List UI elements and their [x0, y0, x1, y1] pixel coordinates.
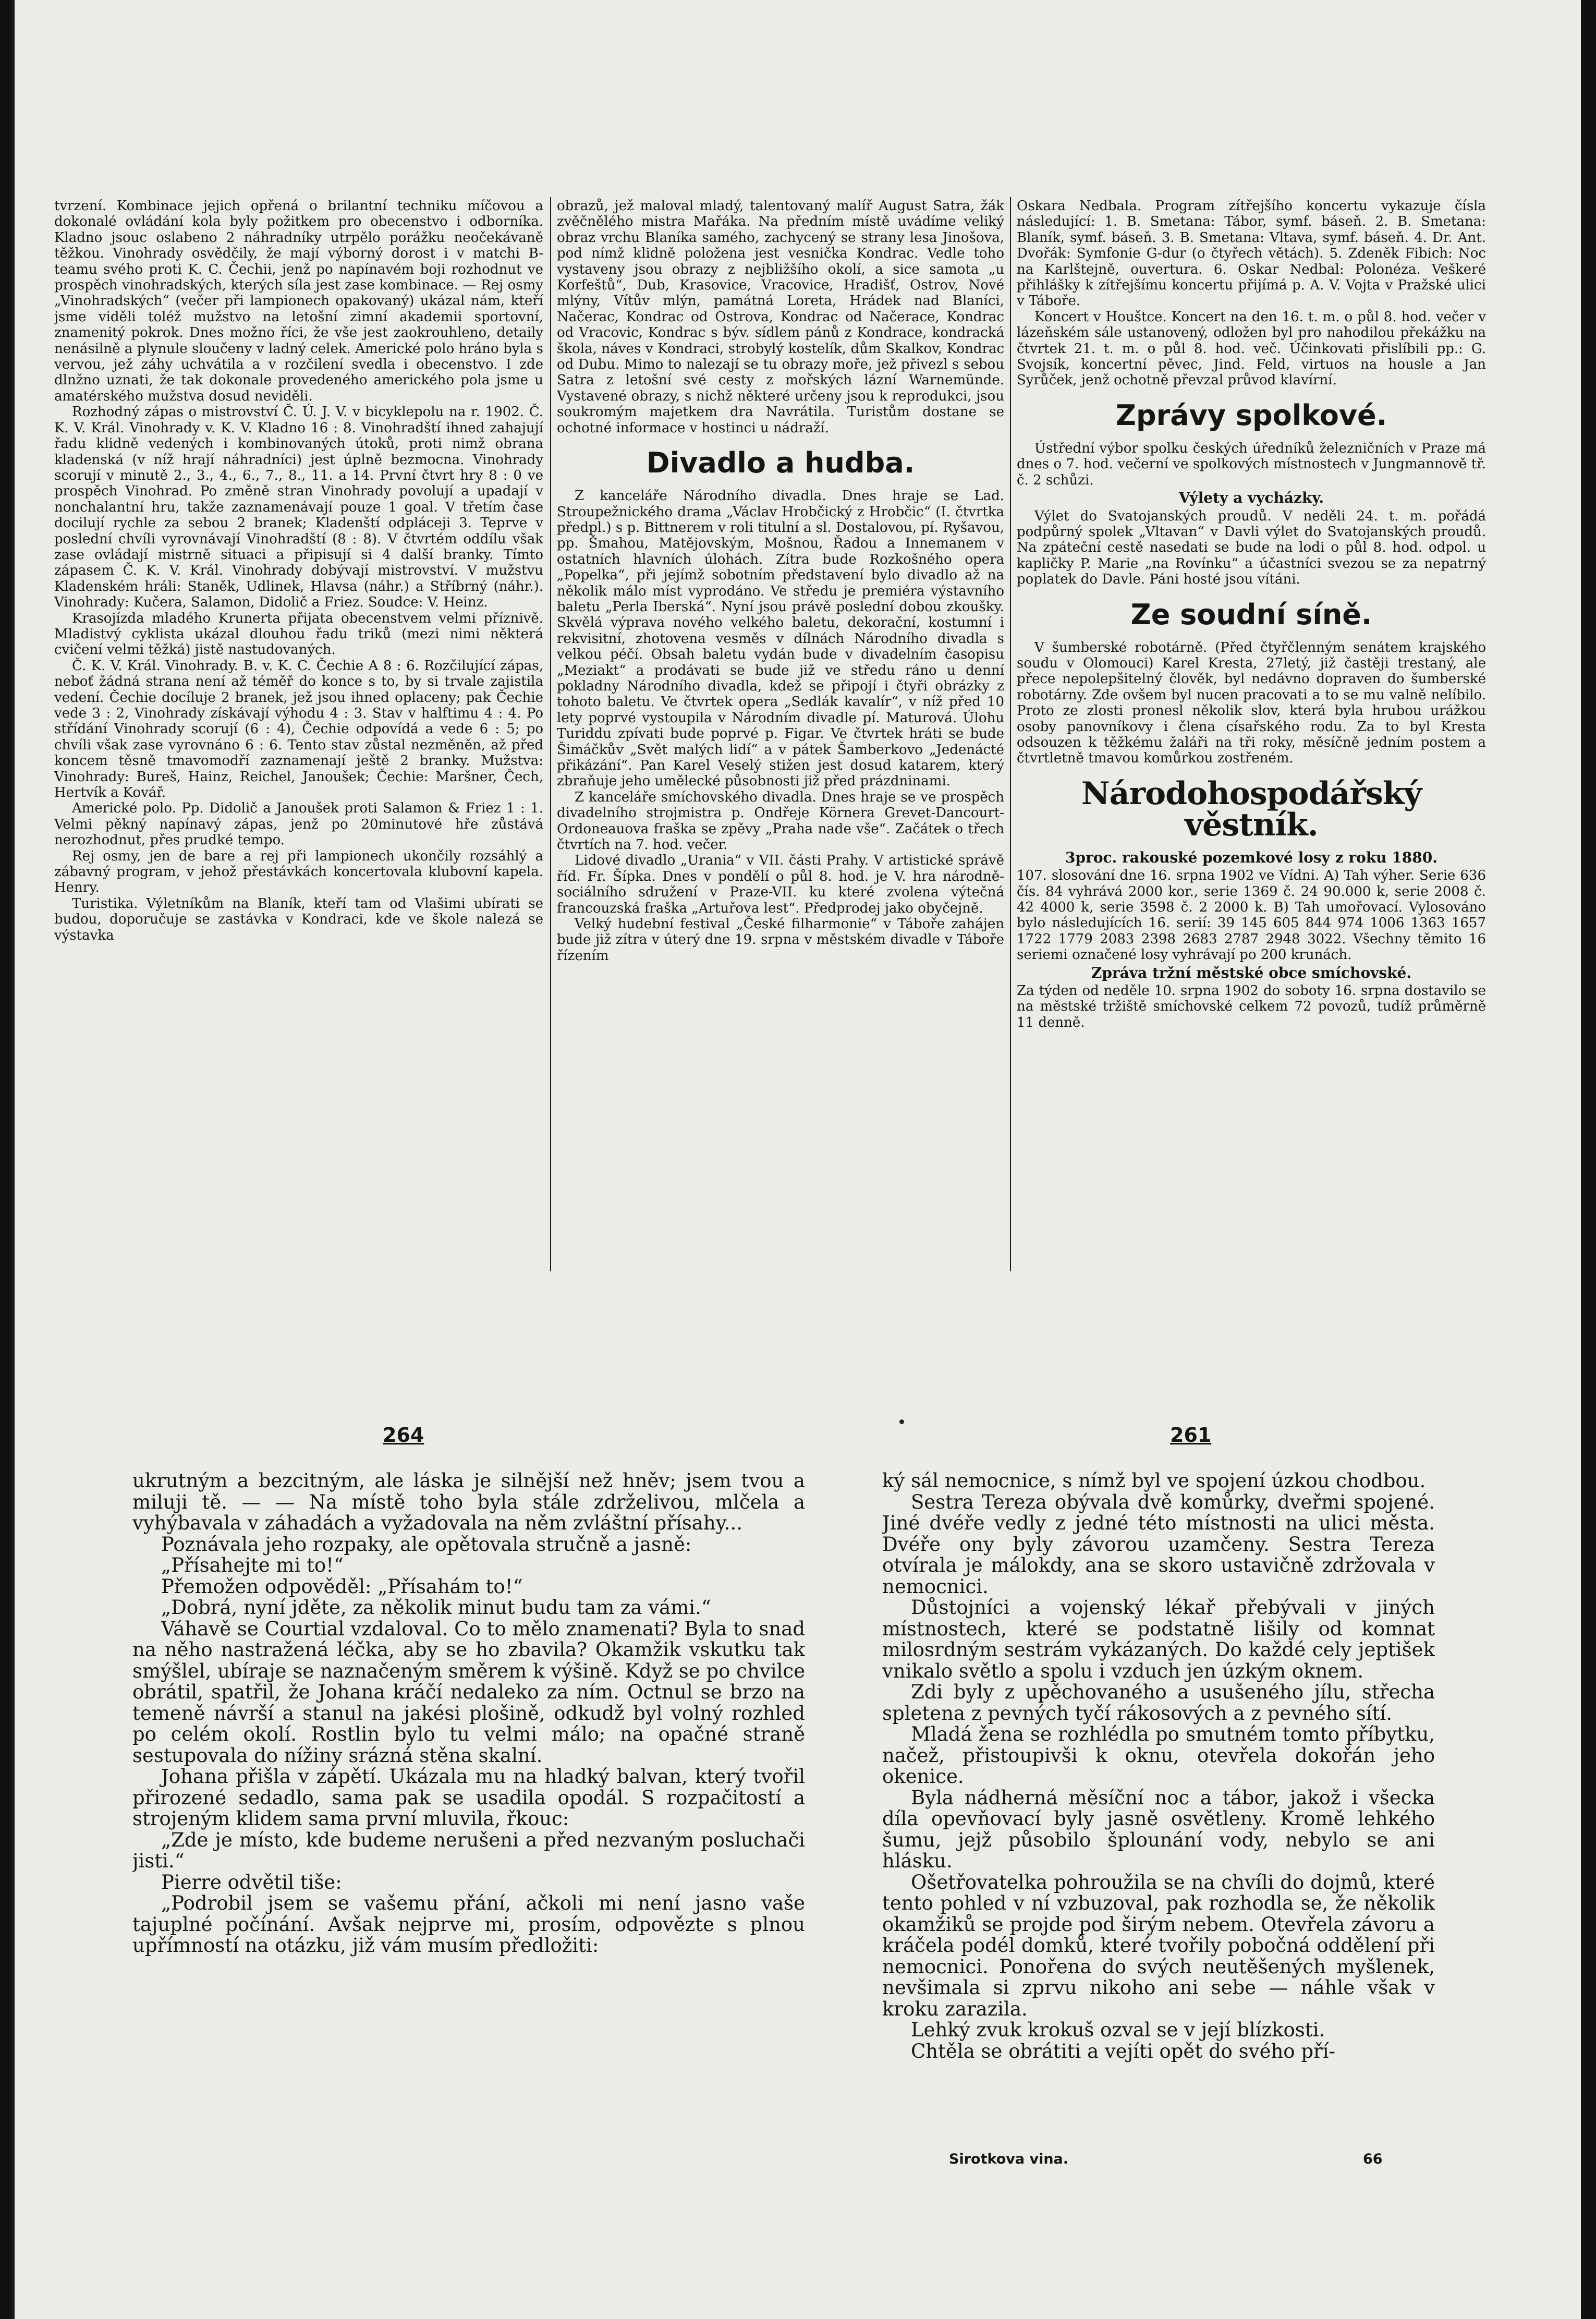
- novel-paragraph: ký sál nemocnice, s nímž byl ve spojení úzkou chodbou.: [882, 1471, 1426, 1492]
- column-rule-2: [1010, 197, 1011, 1271]
- print-mark: [899, 1419, 904, 1424]
- novel-paragraph: „Zde je místo, kde budeme nerušeni a před nezvaným posluchači jisti.“: [132, 1828, 805, 1872]
- col2-paragraph: Z kanceláře smíchovského divadla. Dnes hraje se ve prospěch divadelního strojmistra p. Ondřeje Körnera Grevet-Dancourt-Ordoneauova fraška se zpěvy „Praha nade vše“. Začátek o třech čtvrtích na 7. hod. večer.: [557, 789, 1004, 853]
- column-news: [1017, 198, 1486, 1272]
- section-heading-clubs: Zprávy spolkové.: [1115, 398, 1387, 432]
- novel-paragraph: Poznávala jeho rozpaky, ale opětovala stručně a jasně:: [161, 1533, 692, 1556]
- col1-paragraph: Rej osmy, jen de bare a rej při lampionech ukončily rozsáhlý a zábavný program, v jehož přestávkách koncertovala klubovní kapela. Henry.: [54, 848, 543, 896]
- novel-paragraph: ukrutným a bezcitným, ale láska je silnější než hněv; jsem tvou a miluji tě. — — Na místě toho byla stále zdrželivou, mlčela a vyhýbavala v záhadách a vyžadovala na něm zvláštní přísahy...: [132, 1471, 805, 1534]
- col1-paragraph: Krasojízda mladého Krunerta přijata obecenstvem velmi příznivě. Mladistvý cyklista ukázal dlouhou řadu triků (mezi nimi některá cvičení velmi těžká) jistě nastudovaných.: [54, 610, 543, 658]
- novel-paragraph: Chtěla se obrátiti a vejíti opět do svého pří-: [911, 2039, 1336, 2062]
- novel-paragraph: Důstojníci a vojenský lékař přebývali v jiných místnostech, které se podstatně lišily od komnat milosrdným sestrám vykázaných. Do každé cely jeptišek vnikalo světlo a spolu i vzduch jen úzkým oknem.: [882, 1596, 1435, 1682]
- novel-paragraph: Johana přišla v zápětí. Ukázala mu na hladký balvan, který tvořil přirozené sedadlo, sama pak se usadila opodál. S rozpačitostí a strojeným klidem sama první mluvila, řkouc:: [132, 1765, 805, 1830]
- novel-paragraph: „Podrobil jsem se vašemu přání, ačkoli mi není jasno vaše tajuplné počínání. Avšak nejprve mi, prosím, odpovězte s plnou upřímností na otázku, již vám musím předložiti:: [132, 1892, 805, 1957]
- novel-paragraph: Lehký zvuk krokuš ozval se v její blízkosti.: [911, 2019, 1325, 2041]
- col2-paragraph: Z kanceláře Národního divadla. Dnes hraje se Lad. Stroupežnického drama „Václav Hrobčický z Hrobčic“ (I. čtvrtka předpl.) s p. Bittnerem v roli titulní a sl. Dostalovou, pí. Ryšavou, pp. Šmahou, Matějovským, Mošnou, Řadou a Innemanem v ostatních hlavních úlohách. Zítra bude Rozkošného opera „Popelka“, při jejímž sobotním představení bylo divadlo až na několik málo míst vyprodáno. Ve středu je premiéra výstavního baletu „Perla Iberská“. Nyní jsou právě poslední dobou zkoušky. Skvělá výprava nového velkého baletu, dekorační, kostumní i rekvisitní, zhotovena vesměs v dílnách Národního divadla s velkou péčí. Obsah baletu vydán bude v divadelním časopisu „Meziakt“ a prodávati se bude již ve středu ráno u denní pokladny Národního divadla, kdež se připojí i čtyři obrázky z tohoto baletu. Ve čtvrtek opera „Sedlák kavalír“, v níž před 10 lety poprvé vystoupila v Národním divadle pí. Maturová. Úlohu Turiddu zpívati bude poprvé p. Figar. Ve čtvrtek hráti se bude Šimáčkův „Svět malých lidí“ a v pátek Šamberkovo „Jedenácté přikázání“. Pan Karel Veselý stižen jest dosud katarem, který zbraňuje jeho umělecké působnosti již před prázdninami.: [557, 488, 1004, 790]
- col2-paragraph: Lidové divadlo „Urania“ v VII. části Prahy. V artistické správě říd. Fr. Šípka. Dnes v pondělí o půl 8. hod. je V. hra národně-sociálního sdružení v Praze-VII. ku které zvolena výtečná francouzská fraška „Artuřova lest“. Předprodej jako obyčejně.: [557, 853, 1004, 916]
- novel-paragraph: Váhavě se Courtial vzdaloval. Co to mělo znamenati? Byla to snad na něho nastražená léčka, aby se ho zbavila? Okamžik vskutku tak smýšlel, ubíraje se naznačeným směrem k výšině. Když se po chvilce obrátil, spatřil, že Johana kráčí nedaleko za ním. Octnul se brzo na temeně návrší a stanul na jakési plošině, odkudž byl volný rozhled po celém okolí. Rostlin bylo tu velmi málo; na opačné straně sestupovala do nížiny srázná stěna skalní.: [132, 1617, 805, 1767]
- col3-paragraph: V šumberské robotárně. (Před čtyřčlenným senátem krajského soudu v Olomouci) Karel Kresta, 27letý, již častěji trestaný, ale přece nepolepšitelný člověk, byl nedávno dopraven do šumberské robotárny. Zde ovšem byl nucen pracovati a to se mu valně nelíbilo. Proto ze zlosti pronesl několik slov, která byla hrubou urážkou osoby panovníkovy i člena císařského rodu. Za to byl Kresta odsouzen k těžkému žaláři na tři roky, měsíčně jedním postem a čtvrtletně tmavou komůrkou zostřeném.: [1017, 639, 1486, 767]
- col3-paragraph: Ústřední výbor spolku českých úředníků železničních v Praze má dnes o 7. hod. večerní ve spolkových místnostech v Jungmannově tř. č. 2 schůzi.: [1017, 440, 1486, 488]
- subheading-market: Zpráva tržní městské obce smíchovské.: [1091, 964, 1412, 981]
- novel-paragraph: „Dobrá, nyní jděte, za několik minut budu tam za vámi.“: [161, 1596, 711, 1619]
- novel-paragraph: Přemožen odpověděl: „Přísahám to!“: [161, 1575, 523, 1598]
- page-number-left: 264: [383, 1424, 424, 1447]
- left-border-rule: [11, 0, 15, 2319]
- subheading-trips: Výlety a vycházky.: [1178, 489, 1324, 507]
- col3-paragraph: 107. slosování dne 16. srpna 1902 ve Vídni. A) Tah výher. Serie 636 čís. 84 vyhrává 2000 kor., serie 1369 č. 24 90.000 k, serie 2008 č. 42 4000 k, serie 3598 č. 2 2000 k. B) Tah umořovací. Vylosováno bylo následujících 16. serií: 39 145 605 844 974 1006 1363 1657 1722 1779 2083 2398 2683 2787 2948 3022. Všechny těmito 16 seriemi označené losy vyhrávají po 200 krunách.: [1017, 868, 1486, 963]
- novel-paragraph: „Přísahejte mi to!“: [161, 1554, 344, 1576]
- section-heading-court: Ze soudní síně.: [1130, 598, 1372, 631]
- col1-paragraph: Č. K. V. Král. Vinohrady. B. v. K. C. Čechie A 8 : 6. Rozčilující zápas, neboť žádná strana není až téměř do konce s to, by si trvale zajistila vedení. Čechie docíluje 2 branek, jež jsou ihned oplaceny; pak Čechie vede 3 : 2, Vinohrady získávají výhodu 4 : 3. Stav v halftimu 4 : 4. Po střídání Vinohrady scorují (6 : 4), Čechie odpovídá a vede 6 : 5; po chvíli však zase vyrovnáno 6 : 6. Tento stav zůstal nezměněn, až před koncem těsně tmavomodří zaznamenají ještě 2 branky. Mužstva: Vinohrady: Bureš, Hainz, Reichel, Janoušek; Čechie: Maršner, Čech, Hertvík a Kovář.: [54, 658, 543, 801]
- section-heading-economy: Národohospodářský věstník.: [1081, 775, 1422, 843]
- col1-paragraph: Rozhodný zápas o mistrovství Č. Ú. J. V. v bicyklepolu na r. 1902. Č. K. V. Král. Vinohrady v. K. V. Kladno 16 : 8. Vinohradští ihned zahajují řadu klidně vedených i kombinovaných útoků, proti nimž obrana kladenská (v níž hrají náhradníci) jest úplně bezmocna. Vinohrady scorují v minutě 2., 3., 4., 6., 7., 8., 11. a 14. První čtvrt hry 8 : 0 ve prospěch Vinohrad. Po změně stran Vinohrady povolují a upadají v nonchalantní hru, takže zaznamenávají pouze 1 goal. V třetím čase docilují rychle za sebou 2 branek; Kladenští odpláceji 3. Teprve v poslední chvíli vyrovnávají Vinohradští (8 : 8). V čtvrtém oddílu však zase ovládají mistrně situaci a připisují si 4 další branky. Tímto zápasem Č. K. V. Král. Vinohrady dobývají mistrovství. V mužstvu Kladenském hráli: Staněk, Udlinek, Hlavsa (náhr.) a Stříbrný (náhr.). Vinohrady: Kučera, Salamon, Didolič a Friez. Soudce: V. Heinz.: [54, 404, 543, 611]
- section-heading-theatre: Divadlo a hudba.: [646, 446, 915, 480]
- col2-paragraph: obrazů, jež maloval mladý, talentovaný malíř August Satra, žák zvěčnělého mistra Mařáka. Na předním místě uvádíme veliký obraz vrchu Blaníka samého, zachycený se strany lesa Jinošova, pod nímž klidně položena jest vesnička Kondrac. Vedle toho vystaveny jsou obrazy z nejbližšího okolí, a sice samota „u Korfeštů“, Dub, Krasovice, Vracovice, Hradišť, Ostrov, Nové mlýny, Vítův mlýn, památná Loreta, Hrádek nad Blaníci, Načerac, Kondrac od Ostrova, Kondrac od Načerace, Kondrac od Vracovic, Kondrac s býv. sídlem pánů z Kondrace, kondracká škola, náves v Kondraci, strobylý kostelík, dům Skalkov, Kondrac od Dubu. Mimo to nalezají se tu obrazy moře, jež přivezl s sebou Satra z letošní své cesty z mořských lázní Warnemünde. Vystavené obrazy, s nichž některé určeny jsou k reprodukci, jsou soukromým majetkem dra Navrátila. Turistům dostane se ochotné informace v hostinci u nádraží.: [557, 198, 1004, 436]
- col1-paragraph: Americké polo. Pp. Didolič a Janoušek proti Salamon & Friez 1 : 1. Velmi pěkný napínavý zápas, jenž po 20minutové hře zůstává nerozhodnut, přes prudké tempo.: [54, 800, 543, 848]
- col3-paragraph: Oskara Nedbala. Program zítřejšího koncertu vykazuje čísla následující: 1. B. Smetana: Tábor, symf. báseň. 2. B. Smetana: Blaník, symf. báseň. 3. B. Smetana: Vltava, symf. báseň. 4. Dr. Ant. Dvořák: Symfonie G-dur (o čtyřech větách). 5. Zdeněk Fibich: Noc na Karlštejně, ouvertura. 6. Oskar Nedbal: Polonéza. Veškeré přihlášky k zítřejšímu koncertu přijímá p. A. V. Vojta v Pražské ulici v Táboře.: [1017, 198, 1486, 309]
- novel-paragraph: Mladá žena se rozhlédla po smutném tomto příbytku, načež, přistoupivši k oknu, otevřela dokořán jeho okenice.: [882, 1723, 1435, 1788]
- footer-title: Sirotkova vina.: [949, 2151, 1069, 2167]
- subheading-lottery: 3proc. rakouské pozemkové losy z roku 1880.: [1065, 848, 1437, 866]
- column-theatre: [557, 198, 1004, 1272]
- col3-paragraph: Výlet do Svatojanských proudů. V neděli 24. t. m. pořádá podpůrný spolek „Vltavan“ v Davli výlet do Svatojanských proudů. Na zpáteční cestě nasedati se bude na lodi o půl 8. hod. odpol. u kapličky P. Marie „na Rovínku“ a účastníci svezou se za nepatrný poplatek do Davle. Páni hosté jsou vítáni.: [1017, 508, 1486, 588]
- col2-paragraph: Velký hudební festival „České filharmonie“ v Táboře zahájen bude již zítra v úterý dne 19. srpna v městském divadle v Táboře řízením: [557, 916, 1004, 964]
- novel-paragraph: Zdi byly z upěchovaného a usušeného jílu, střecha spletena z pevných tyčí rákosových a z pevného sítí.: [882, 1681, 1435, 1725]
- novel-paragraph: Pierre odvětil tiše:: [161, 1871, 342, 1893]
- col3-paragraph: Za týden od neděle 10. srpna 1902 do soboty 16. srpna dostavilo se na městské tržiště smíchovské celkem 72 povozů, tudíž průměrně 11 denně.: [1017, 983, 1486, 1030]
- novel-paragraph: Sestra Tereza obývala dvě komůrky, dveřmi spojené. Jiné dvéře vedly z jedné této místnosti na ulici města. Dvéře ony byly závorou uzamčeny. Sestra Tereza otvírala je málokdy, ana se skoro ustavičně zdržovala v nemocnici.: [882, 1490, 1435, 1598]
- col1-paragraph: Turistika. Výletníkům na Blaník, kteří tam od Vlašimi ubírati se budou, doporučuje se zastávka v Kondraci, kde ve škole nalezá se výstavka: [54, 895, 543, 943]
- novel-page-left: [132, 1471, 805, 2169]
- novel-paragraph: Ošetřovatelka pohroužila se na chvíli do dojmů, které tento pohled v ní vzbuzoval, pak rozhodla se, že několik okamžiků se projde pod širým nebem. Otevřela závoru a kráčela podél domků, které tvořily pobočná oddělení při nemocnici. Ponořena do svých neutěšených myšlenek, nevšimala si zprvu nikoho ani sebe — náhle však v kroku zarazila.: [882, 1871, 1435, 2020]
- newspaper-page: [11, 0, 1581, 2319]
- page-number-right: 261: [1170, 1424, 1212, 1447]
- column-rule-1: [550, 197, 551, 1271]
- column-sports: [54, 198, 543, 1272]
- col3-paragraph: Koncert v Houštce. Koncert na den 16. t. m. o půl 8. hod. večer v lázeňském sále ustanovený, odložen byl pro nahodilou překážku na čtvrtek 21. t. m. o půl 8. hod. več. Účinkovati přislíbili pp.: G. Svojsík, koncertní pěvec, Jind. Feld, virtuos na housle a Jan Syrůček, jenž ochotně převzal průvod klavírní.: [1017, 309, 1486, 388]
- novel-paragraph: Byla nádherná měsíční noc a tábor, jakož i všecka díla opevňovací byly jasně osvětleny. Kromě lehkého šumu, jejž působilo šplounání vody, nebylo se ani hlásku.: [882, 1786, 1435, 1872]
- footer-number: 66: [1363, 2151, 1383, 2167]
- novel-page-right: [882, 1471, 1435, 2148]
- col1-paragraph: tvrzení. Kombinace jejich opřená o brilantní techniku míčovou a dokonalé ovládání kola byly požitkem pro obecenstvo i odborníka. Kladno jsouc oslabeno 2 náhradníky utrpělo porážku neočekávaně těžkou. Vinohrady osvědčily, že mají výborný dorost i v matchi B-teamu svého proti K. C. Čechii, jenž po napínavém boji rozhodnut ve prospěch vinohradských, kterých síla jest zase kombinace. — Rej osmy „Vinohradských“ (večer při lampionech opakovaný) ukázal nám, kteří jsme viděli toléž mužstvo na letošní zimní akademii sportovní, znamenitý pokrok. Dnes možno říci, že vše jest zaokrouhleno, detaily nenásilně a plynule sloučeny v ladný celek. Americké polo hráno byla s vervou, jež záhy uchvátila a v rozčilení svedla i obecenstvo. I zde dlnžno uznati, že tak dokonale provedeného amerického pola jsme u amatérského mužstva dosud neviděli.: [54, 198, 543, 404]
